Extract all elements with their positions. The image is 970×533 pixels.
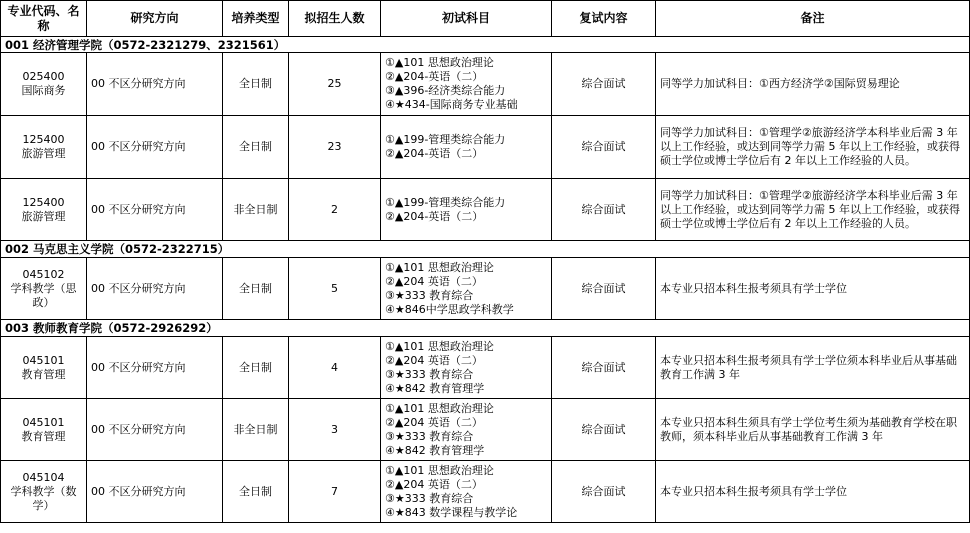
header-retest: 复试内容 <box>552 1 656 37</box>
exams-cell <box>381 258 552 320</box>
exam-subject: ①▲101 思想政治理论 <box>385 401 494 415</box>
note-cell: 本专业只招本科生报考须具有学士学位须本科毕业后从事基础教育工作满 3 年 <box>656 337 970 399</box>
count-cell: 5 <box>289 258 381 320</box>
exam-subject: ③▲396-经济类综合能力 <box>385 84 506 97</box>
exam-subject: ④★842 教育管理学 <box>385 443 485 457</box>
exams-cell <box>381 179 552 241</box>
major-name: 旅游管理 <box>21 147 66 160</box>
major-name: 旅游管理 <box>21 209 66 223</box>
exam-subject: ④★842 教育管理学 <box>385 381 485 395</box>
type-cell: 全日制 <box>223 53 289 116</box>
major-code-name-cell <box>1 53 87 116</box>
exams-cell <box>381 461 552 523</box>
note-cell: 本专业只招本科生报考须具有学士学位 <box>656 461 970 523</box>
count-cell: 3 <box>289 399 381 461</box>
count-cell: 7 <box>289 461 381 523</box>
major-name: 教育管理 <box>21 429 66 443</box>
major-name: 教育管理 <box>21 367 66 381</box>
retest-cell: 综合面试 <box>552 258 656 320</box>
exam-subject: ④★434-国际商务专业基础 <box>385 98 518 111</box>
exam-subject: ②▲204 英语（二） <box>385 477 483 491</box>
exams-cell <box>381 53 552 116</box>
major-code: 125400 <box>22 133 65 146</box>
type-cell: 全日制 <box>223 461 289 523</box>
major-code: 045101 <box>22 353 65 367</box>
retest-cell: 综合面试 <box>552 461 656 523</box>
major-code: 125400 <box>22 195 65 209</box>
count-cell: 23 <box>289 116 381 179</box>
header-count: 拟招生人数 <box>289 1 381 37</box>
section-row <box>1 37 970 53</box>
retest-cell: 综合面试 <box>552 116 656 179</box>
major-code-name-cell <box>1 337 87 399</box>
header-note: 备注 <box>656 1 970 37</box>
exams-cell <box>381 116 552 179</box>
major-code: 045104 <box>22 470 65 484</box>
major-name: 国际商务 <box>21 84 66 97</box>
section-title: 002 马克思主义学院（0572-2322715） <box>1 241 970 258</box>
exam-subject: ①▲101 思想政治理论 <box>385 56 494 69</box>
exam-subject: ③★333 教育综合 <box>385 367 474 381</box>
header-type: 培养类型 <box>223 1 289 37</box>
table-row <box>1 116 970 179</box>
exam-subject: ②▲204 英语（二） <box>385 415 483 429</box>
note-cell: 本专业只招本科生须具有学士学位考生须为基础教育学校在职教师，须本科毕业后从事基础教育工作满 3 年 <box>656 399 970 461</box>
type-cell: 非全日制 <box>223 179 289 241</box>
major-code: 045102 <box>22 267 65 281</box>
direction-cell: 00 不区分研究方向 <box>87 53 223 116</box>
exam-subject: ①▲199-管理类综合能力 <box>385 133 506 146</box>
exam-subject: ②▲204 英语（二） <box>385 274 483 288</box>
direction-cell: 00 不区分研究方向 <box>87 179 223 241</box>
exam-subject: ①▲101 思想政治理论 <box>385 339 494 353</box>
table-row <box>1 53 970 116</box>
note-cell: 同等学力加试科目：①管理学②旅游经济学本科毕业后需 3 年以上工作经验，或达到同等学力需 5 年以上工作经验，或获得硕士学位或博士学位后有 2 年以上工作经验的人员。 <box>656 116 970 179</box>
retest-cell: 综合面试 <box>552 399 656 461</box>
section-title: 001 经济管理学院（0572-2321279、2321561） <box>1 37 970 53</box>
note-cell: 本专业只招本科生报考须具有学士学位 <box>656 258 970 320</box>
header-direction: 研究方向 <box>87 1 223 37</box>
type-cell: 全日制 <box>223 116 289 179</box>
direction-cell: 00 不区分研究方向 <box>87 461 223 523</box>
major-name: 学科教学（数学） <box>10 484 77 512</box>
note-cell: 同等学力加试科目：①管理学②旅游经济学本科毕业后需 3 年以上工作经验，或达到同等学力需 5 年以上工作经验，或获得硕士学位或博士学位后有 2 年以上工作经验的人员。 <box>656 179 970 241</box>
exam-subject: ①▲101 思想政治理论 <box>385 260 494 274</box>
major-code: 025400 <box>22 70 65 83</box>
exams-cell <box>381 399 552 461</box>
section-title: 003 教师教育学院（0572-2926292） <box>1 320 970 337</box>
count-cell: 2 <box>289 179 381 241</box>
type-cell: 非全日制 <box>223 399 289 461</box>
exam-subject: ③★333 教育综合 <box>385 491 474 505</box>
exam-subject: ③★333 教育综合 <box>385 429 474 443</box>
header-code-name: 专业代码、名称 <box>1 1 87 37</box>
exam-subject: ④★846中学思政学科教学 <box>385 302 514 316</box>
table-row <box>1 337 970 399</box>
direction-cell: 00 不区分研究方向 <box>87 116 223 179</box>
direction-cell: 00 不区分研究方向 <box>87 258 223 320</box>
exam-subject: ③★333 教育综合 <box>385 288 474 302</box>
table-row <box>1 179 970 241</box>
section-row <box>1 241 970 258</box>
retest-cell: 综合面试 <box>552 337 656 399</box>
section-row <box>1 320 970 337</box>
exam-subject: ②▲204-英语（二） <box>385 147 484 160</box>
exam-subject: ①▲199-管理类综合能力 <box>385 195 506 209</box>
major-code: 045101 <box>22 415 65 429</box>
count-cell: 4 <box>289 337 381 399</box>
major-code-name-cell <box>1 179 87 241</box>
exam-subject: ②▲204-英语（二） <box>385 70 484 83</box>
major-code-name-cell <box>1 116 87 179</box>
type-cell: 全日制 <box>223 337 289 399</box>
direction-cell: 00 不区分研究方向 <box>87 399 223 461</box>
header-exams: 初试科目 <box>381 1 552 37</box>
exam-subject: ④★843 数学课程与教学论 <box>385 505 518 519</box>
table-row <box>1 258 970 320</box>
exam-subject: ②▲204 英语（二） <box>385 353 483 367</box>
major-name: 学科教学（思政） <box>10 281 77 309</box>
retest-cell: 综合面试 <box>552 53 656 116</box>
retest-cell: 综合面试 <box>552 179 656 241</box>
direction-cell: 00 不区分研究方向 <box>87 337 223 399</box>
note-cell: 同等学力加试科目：①西方经济学②国际贸易理论 <box>656 53 970 116</box>
header-row <box>1 1 970 37</box>
major-code-name-cell <box>1 399 87 461</box>
major-code-name-cell <box>1 258 87 320</box>
exams-cell <box>381 337 552 399</box>
major-code-name-cell <box>1 461 87 523</box>
table-row <box>1 461 970 523</box>
count-cell: 25 <box>289 53 381 116</box>
exam-subject: ②▲204-英语（二） <box>385 209 484 223</box>
table-row <box>1 399 970 461</box>
exam-subject: ①▲101 思想政治理论 <box>385 463 494 477</box>
type-cell: 全日制 <box>223 258 289 320</box>
